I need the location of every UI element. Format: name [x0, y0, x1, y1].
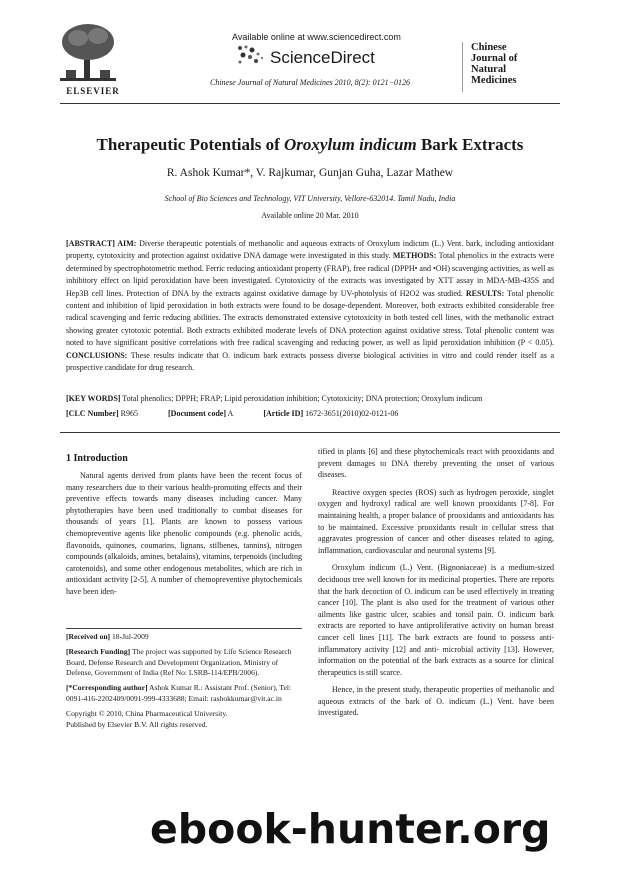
right-column	[318, 446, 554, 725]
journal-logo-line: Journal of	[471, 53, 518, 64]
intro-paragraph: tified in plants [6] and these phytochemicals react with prooxidants and prevent damages to DNA thereby preventing the onset of various diseases.	[318, 447, 554, 480]
author-list: R. Ashok Kumar*, V. Rajkumar, Gunjan Guha, Lazar Mathew	[166, 167, 454, 179]
intro-paragraph: Hence, in the present study, therapeutic properties of methanolic and aqueous extracts of the bark of O. indicum (L.) Vent. have been investigated.	[318, 685, 554, 718]
journal-logo-line: Natural	[471, 64, 506, 75]
elsevier-tree-logo	[60, 22, 116, 82]
sciencedirect-wordmark: ScienceDirect	[270, 48, 375, 67]
classification-line: [CLC Number] R965 [Document code] A [Article ID] 1672-3651(2010)02-0121-06	[66, 409, 399, 418]
left-column	[66, 470, 302, 604]
journal-logo	[462, 42, 571, 92]
affiliation: School of Bio Sciences and Technology, VIT University, Vellore-632014. Tamil Nadu, India	[164, 194, 456, 203]
footnote-rule	[66, 628, 302, 629]
intro-paragraph: Reactive oxygen species (ROS) such as hydrogen peroxide, singlet oxygen and hydroxyl radical are well known prooxidants [7-8]. For maintaining health, a proper balance of prooxidants and antioxidants has to be maintained. Excessive prooxidants result in cellular stress that aggravates progression of cancer and other diseases related to aging, inflammation, cardiovascular and neuronal systems [9].	[318, 487, 554, 555]
abstract-rule	[60, 432, 560, 433]
keywords: [KEY WORDS] Total phenolics; DPPH; FRAP; Lipid peroxidation inhibition; Cytotoxicity; DNA protection; Oroxylum indicum	[66, 394, 483, 403]
journal-logo-line: Medicines	[471, 75, 517, 86]
footnotes: [Received on] 18-Jul-2009 [Research Funding] The project was supported by Life Science Research Board, Defense Research and Development Organization, Ministry of Defense, Government of India (Ref No: LSRB-114/EPB/2006). [*Corresponding author] Ashok Kumar R.: Assistant Prof. (Senior), Tel: 0091-416-2202409/0091-999-4333688; Email: rashokkumar@vit.ac.in Copyright © 2010, China Pharmaceutical University. Published by Elsevier B.V. All rights reserved.	[66, 632, 292, 729]
sciencedirect-dots-icon	[236, 44, 266, 66]
intro-paragraph: Oroxylum indicum (L.) Vent. (Bignoniaceae) is a medium-sized deciduous tree well known for its medicinal properties. There are reports that the bark decoction of O. indicum can be used effectively in treating cancer [10]. The plant is also used for the treatment of various other ailments like gastric ulcer, scabies and tonsil pain. O. indicum bark extracts are reported to have antiproliferative activity on human breast cancer cell lines [11]. The bark extracts are found to possess anti-inflammatory activity [12] and anti- microbial activity [13]. However, information on the potential of the bark extracts as a source for clinical therapeutics is still scarce.	[318, 563, 554, 677]
publisher-name: ELSEVIER	[66, 86, 120, 96]
available-online-link[interactable]: Available online at www.sciencedirect.com	[232, 32, 401, 42]
journal-logo-line: Chinese	[471, 42, 507, 53]
watermark-text: ebook-hunter.org	[150, 805, 551, 853]
available-date: Available online 20 Mar. 2010	[261, 211, 359, 220]
header-rule	[60, 103, 560, 104]
section-heading-introduction: 1 Introduction	[66, 453, 128, 464]
intro-paragraph: Natural agents derived from plants have been the recent focus of many researchers due to their various health-promoting effects and their preventive effects towards many diseases including cancer. Many phytotherapies have been used traditionally to combat diseases for thousands of years [1]. Plants are known to possess various chemopreventive agents like phenolic compounds (e.g. phenolic acids, flavonoids, quinones, coumarins, lignans, stilbenes, tannins), nitrogen compounds (alkaloids, amines, betalains), vitamins, terpenoids (including carotenoids), and some other endogenous metabolites, which are rich in antioxidant activity [2-5]. A number of chemopreventive phytochemicals have been iden-	[66, 471, 302, 596]
article-title: Therapeutic Potentials of Oroxylum indicum Bark Extracts	[96, 135, 524, 154]
journal-citation: Chinese Journal of Natural Medicines 2010, 8(2): 0121−0126	[210, 78, 411, 87]
abstract: [ABSTRACT] AIM: Diverse therapeutic potentials of methanolic and aqueous extracts of Oroxylum indicum (L.) Vent. bark, including antioxidant property, cytotoxicity and protection against oxidative DNA damage were investigated in this study. METHODS: Total phenolics in the extracts were determined by spectrophotometric method. Ferric reducing antioxidant property (FRAP), free radical (DPPH• and •OH) scavenging activities, as well as inhibitory effect on lipid peroxidation have been investigated. Cytotoxicity of the extracts was investigated by XTT assay in MDA-MB-435S and Hep3B cell lines. Protection of DNA by the extracts against oxidative damage by UV-photolysis of H2O2 was studied. RESULTS: Total phenolic content and inhibition of lipid peroxidation in both extracts were found to be dosage-dependent. Moreover, both extracts exhibited considerable free radical scavenging and ferric reducing abilities. The extracts demonstrated extensive cytotoxicity in both tested cell lines, with the methanolic extract showing greater cytotoxic potential. Both extracts exhibited moderate levels of DNA protection against oxidative stress. Total phenolic content was noted to have significant positive correlations with free radical scavenging and reducing power, as well as lipid peroxidation inhibition (P < 0.05). CONCLUSIONS: These results indicate that O. indicum bark extracts possess diverse biological activities in vitro and could render itself as a prospective candidate for drug research.	[66, 239, 555, 373]
